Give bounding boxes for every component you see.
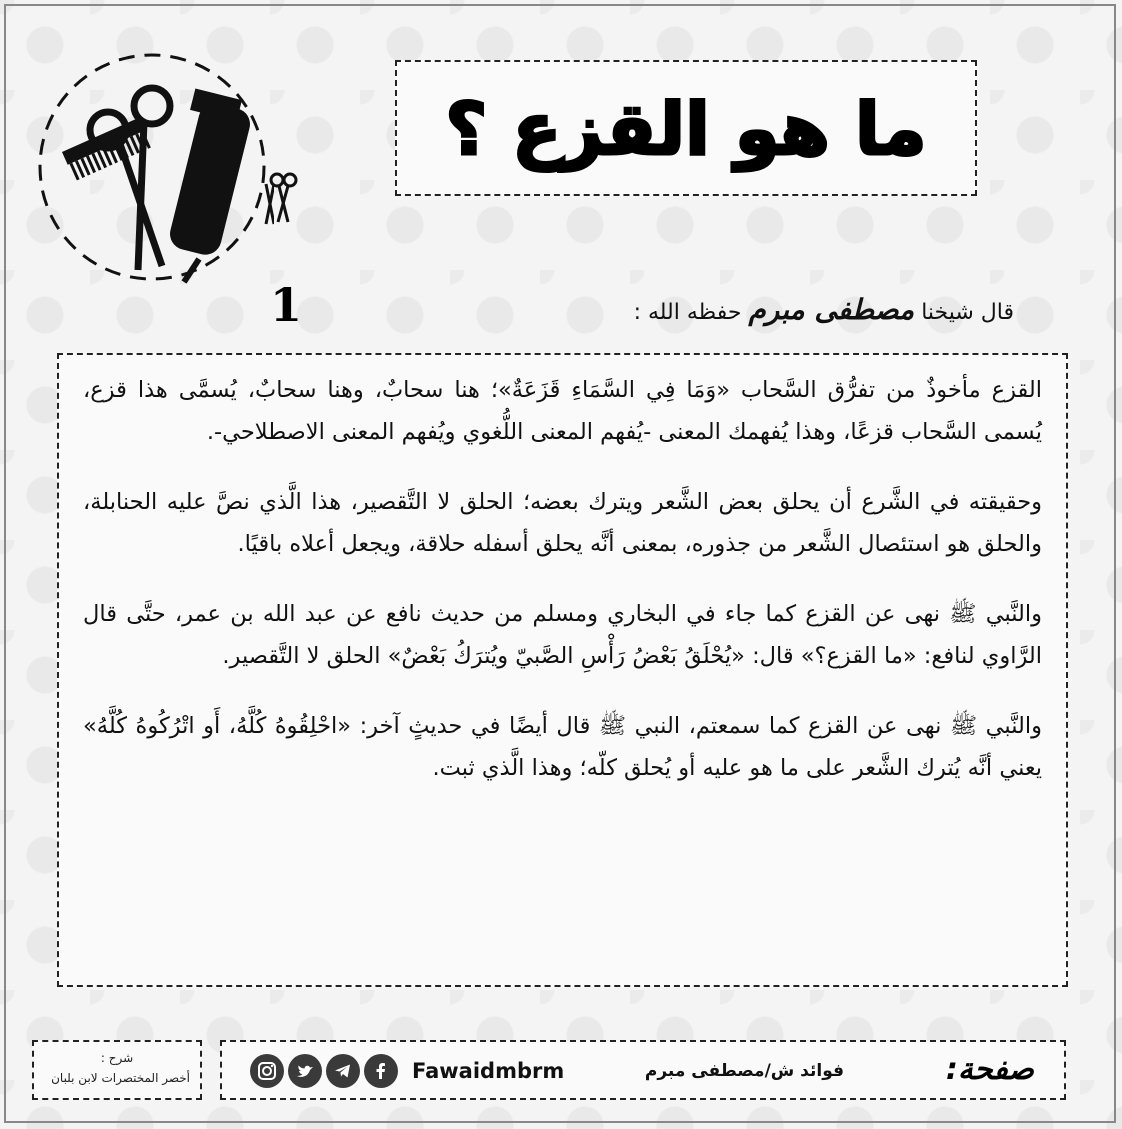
title-box [395, 60, 977, 196]
hair-clipper-icon [167, 89, 254, 282]
paragraph-1: القزع مأخوذٌ من تفرُّق السَّحاب «وَمَا فِي السَّمَاءِ قَزَعَةٌ»؛ هنا سحابٌ، وهنا سحابٌ، يُسمَّى هذا قزع، يُسمى السَّحاب قزعًا، وهذا يُفهمك المعنى -يُفهم المعنى اللُّغوي ويُفهم المعنى الاصطلاحي-. [83, 377, 1042, 445]
page-number: 1 [269, 278, 302, 332]
source-title: أخصر المختصرات لابن بلبان [51, 1071, 190, 1085]
source-label: شرح : [100, 1051, 134, 1065]
content-box [57, 353, 1068, 987]
barber-logo [34, 34, 274, 304]
twitter-icon[interactable] [288, 1054, 322, 1088]
social-icons [250, 1054, 398, 1090]
intro-suffix: حفظه الله : [633, 300, 742, 325]
page-label: صفحة: [945, 1052, 1034, 1087]
small-scissors-icon [268, 170, 298, 226]
telegram-icon[interactable] [326, 1054, 360, 1088]
instagram-icon[interactable] [250, 1054, 284, 1088]
page-title: ما هو القزع ؟ [445, 87, 927, 171]
paragraph-3: والنَّبي ﷺ نهى عن القزع كما جاء في البخاري ومسلم من حديث نافع عن عبد الله بن عمر، حتَّى قال الرَّاوي لنافع: «ما القزع؟» قال: «يُحْلَقُ بَعْضُ رَأْسِ الصَّبيّ ويُترَكُ بَعْضٌ» الحلق لا التَّقصير. [83, 601, 1042, 669]
paragraph-4: والنَّبي ﷺ نهى عن القزع كما سمعتم، النبي ﷺ قال أيضًا في حديثٍ آخر: «احْلِقُوهُ كُلَّهُ، أَو اتْرُكُوهُ كُلَّهُ» يعني أنَّه يُترك الشَّعر على ما هو عليه أو يُحلق كلّه؛ وهذا الَّذي ثبت. [83, 713, 1042, 781]
intro-prefix: قال شيخنا [921, 300, 1014, 325]
source-box [32, 1040, 202, 1100]
footer-bar [220, 1040, 1066, 1100]
series-name: فوائد ش/مصطفى مبرم [644, 1061, 844, 1081]
scissors-icon [90, 88, 170, 270]
paragraph-2: وحقيقته في الشَّرع أن يحلق بعض الشَّعر ويترك بعضه؛ الحلق لا التَّقصير، هذا الَّذي نصَّ عليه الحنابلة، والحلق هو استئصال الشَّعر من جذوره، بمعنى أنَّه يحلق أسفله حلاقة، ويجعل أعلاه باقيًا. [83, 489, 1042, 557]
social-handle: Fawaidmbrm [412, 1059, 565, 1083]
facebook-icon[interactable] [364, 1054, 398, 1088]
intro-line [414, 290, 1014, 330]
sheikh-name: مصطفى مبرم [748, 293, 915, 326]
